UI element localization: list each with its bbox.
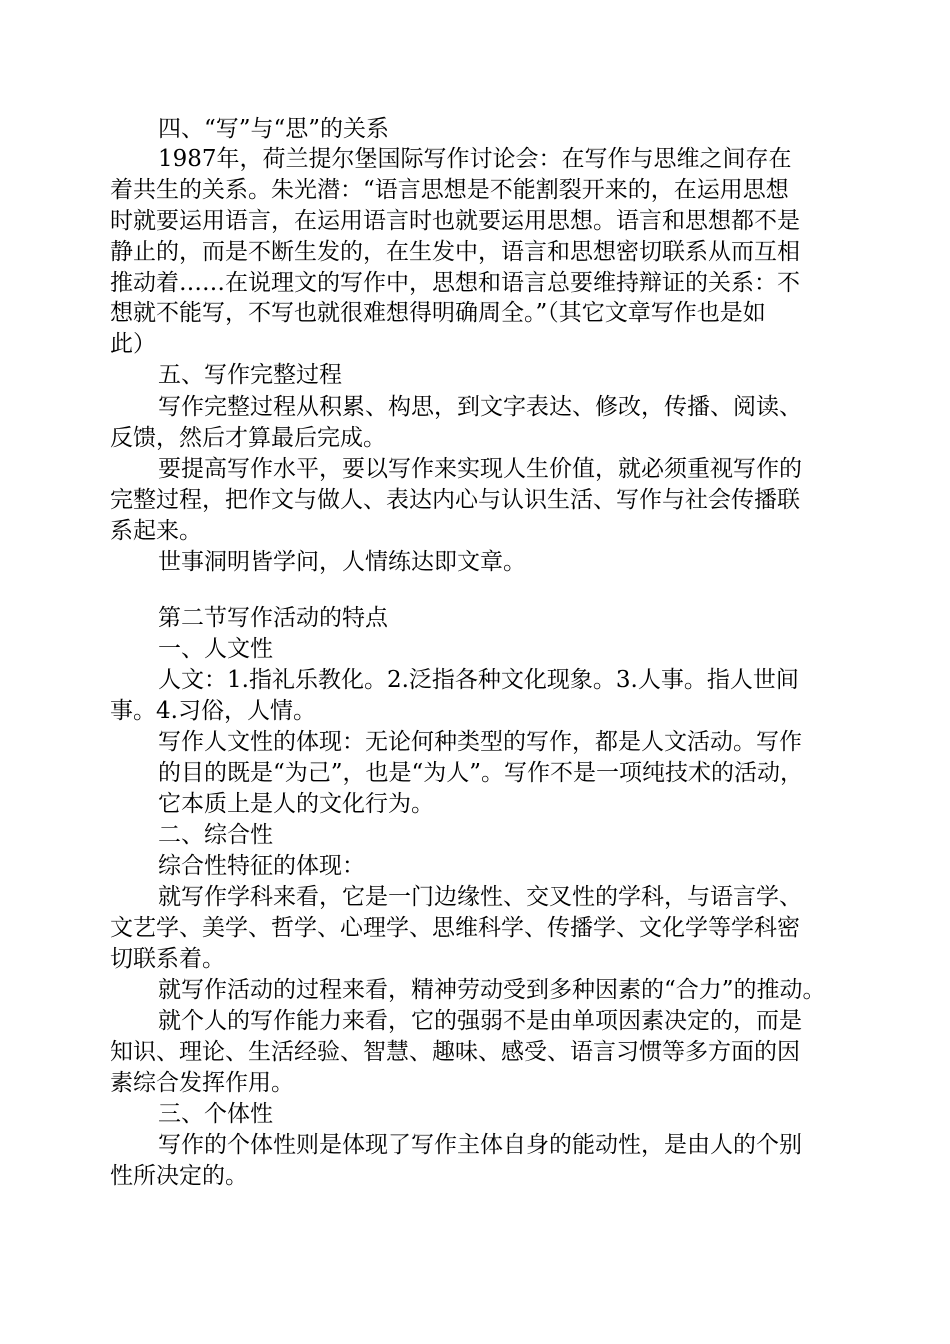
text-line: 事。4.习俗，人情。 — [110, 698, 316, 724]
heading-complete-process: 五、写作完整过程 — [158, 362, 342, 388]
text-line: 人文：1.指礼乐教化。2.泛指各种文化现象。3.人事。指人世间 — [158, 667, 799, 693]
section-heading: 第二节写作活动的特点 — [158, 605, 388, 631]
text-line: 系起来。 — [110, 518, 202, 544]
heading-comprehensive: 二、综合性 — [158, 822, 273, 848]
text-line: 就个人的写作能力来看，它的强弱不是由单项因素决定的，而是 — [158, 1008, 802, 1034]
text-line: 时就要运用语言，在运用语言时也就要运用思想。语言和思想都不是 — [110, 208, 800, 234]
heading-individuality: 三、个体性 — [158, 1101, 273, 1127]
text-line: 它本质上是人的文化行为。 — [158, 791, 434, 817]
text-line: 的目的既是“为己”，也是“为人”。写作不是一项纯技术的活动， — [158, 760, 804, 786]
text-line: 性所决定的。 — [110, 1163, 248, 1189]
text-line: 综合性特征的体现： — [158, 853, 365, 879]
text-line: 就写作活动的过程来看，精神劳动受到多种因素的“合力”的推动。 — [158, 977, 826, 1003]
text-line: 世事洞明皆学问，人情练达即文章。 — [158, 549, 526, 575]
text-line: 1987年，荷兰提尔堡国际写作讨论会：在写作与思维之间存在 — [158, 146, 792, 172]
text-line: 写作的个体性则是体现了写作主体自身的能动性，是由人的个别 — [158, 1132, 802, 1158]
text-line: 文艺学、美学、哲学、心理学、思维科学、传播学、文化学等学科密 — [110, 915, 800, 941]
heading-writing-thinking-relation: 四、“写”与“思”的关系 — [158, 116, 390, 142]
text-line: 着共生的关系。朱光潜：“语言思想是不能割裂开来的，在运用思想 — [110, 177, 789, 203]
text-line: 知识、理论、生活经验、智慧、趣味、感受、语言习惯等多方面的因 — [110, 1039, 800, 1065]
text-line: 写作完整过程从积累、构思，到文字表达、修改，传播、阅读、 — [158, 394, 802, 420]
text-line: 就写作学科来看，它是一门边缘性、交叉性的学科，与语言学、 — [158, 884, 802, 910]
text-line: 静止的，而是不断生发的，在生发中，语言和思想密切联系从而互相 — [110, 239, 800, 265]
text-line: 写作人文性的体现：无论何种类型的写作，都是人文活动。写作 — [158, 729, 802, 755]
text-line: 切联系着。 — [110, 946, 225, 972]
text-line: 反馈，然后才算最后完成。 — [110, 425, 386, 451]
text-line: 要提高写作水平，要以写作来实现人生价值，就必须重视写作的 — [158, 456, 802, 482]
text-line: 完整过程，把作文与做人、表达内心与认识生活、写作与社会传播联 — [110, 487, 800, 513]
heading-humanistic: 一、人文性 — [158, 636, 273, 662]
text-line: 此） — [110, 331, 156, 357]
text-line: 素综合发挥作用。 — [110, 1070, 294, 1096]
text-line: 想就不能写，不写也就很难想得明确周全。”（其它文章写作也是如 — [110, 300, 766, 326]
text-line: 推动着……在说理文的写作中，思想和语言总要维持辩证的关系：不 — [110, 270, 800, 296]
